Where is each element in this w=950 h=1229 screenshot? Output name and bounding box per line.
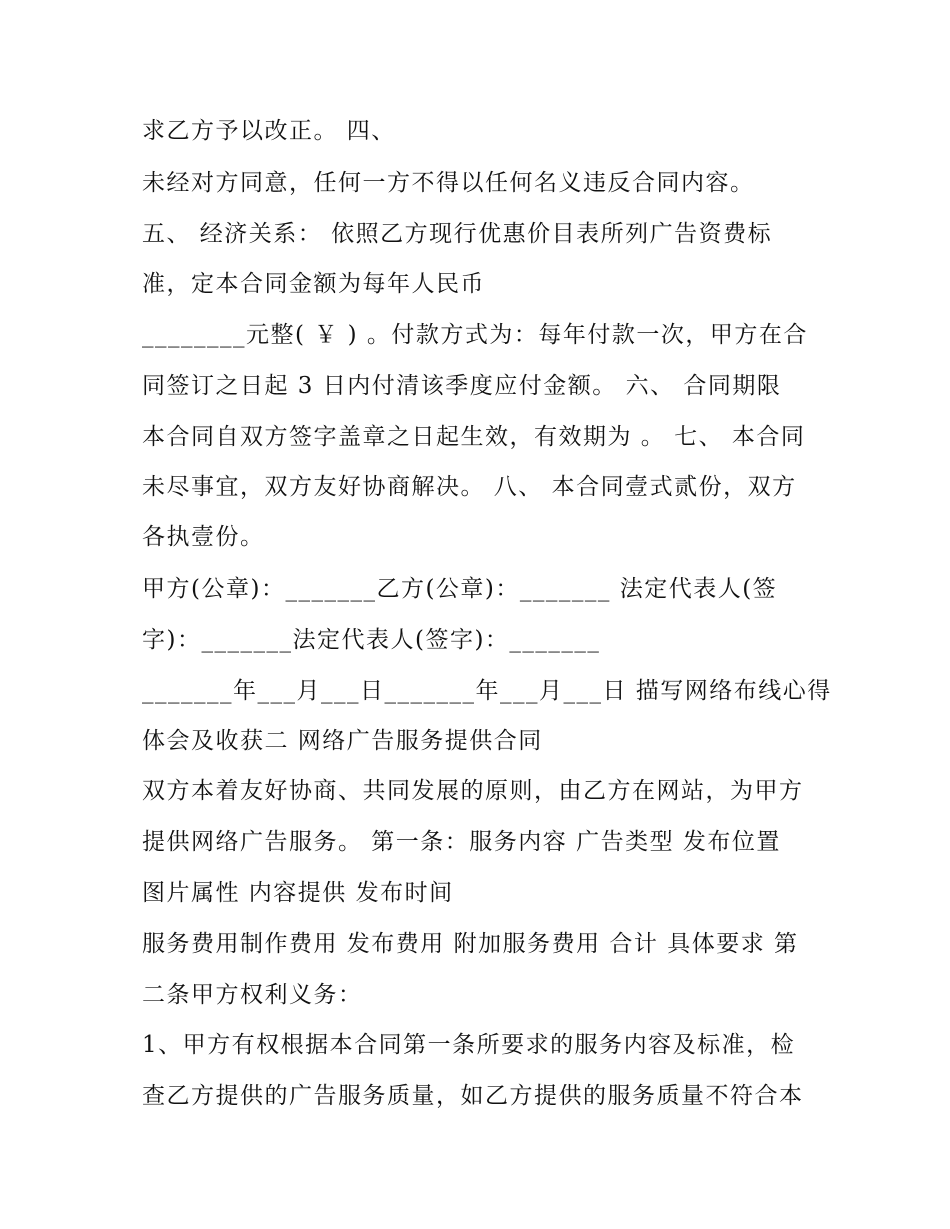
text-line: 同签订之日起 3 日内付清该季度应付金额。 六、 合同期限 <box>142 373 782 399</box>
text-line: 服务费用制作费用 发布费用 附加服务费用 合计 具体要求 第 <box>142 931 799 957</box>
text-line: 五、 经济关系： 依照乙方现行优惠价目表所列广告资费标 <box>142 221 773 247</box>
text-line: 体会及收获二 网络广告服务提供合同 <box>142 728 543 754</box>
text-line: 准，定本合同金额为每年人民币 <box>142 271 485 297</box>
text-line: 双方本着友好协商、共同发展的原则，由乙方在网站，为甲方 <box>142 778 804 804</box>
text-line: 提供网络广告服务。 第一条：服务内容 广告类型 发布位置 <box>142 829 781 855</box>
text-line: 查乙方提供的广告服务质量，如乙方提供的服务质量不符合本 <box>142 1083 804 1109</box>
text-line: 未经对方同意，任何一方不得以任何名义违反合同内容。 <box>142 170 755 196</box>
text-line: 二条甲方权利义务： <box>142 982 363 1008</box>
text-line: 本合同自双方签字盖章之日起生效，有效期为 。 七、 本合同 <box>142 424 806 450</box>
text-line: 字)：_______法定代表人(签字)：_______ <box>142 627 601 653</box>
text-line: 甲方(公章)：_______乙方(公章)：_______ 法定代表人(签 <box>142 576 778 602</box>
text-line: 1、甲方有权根据本合同第一条所要求的服务内容及标准，检 <box>142 1032 796 1058</box>
text-line: 图片属性 内容提供 发布时间 <box>142 880 454 906</box>
text-line: ________元整( ￥ ) 。付款方式为：每年付款一次，甲方在合 <box>142 322 808 348</box>
text-line: _______年___月___日_______年___月___日 描写网络布线心得 <box>142 678 832 704</box>
text-line: 求乙方予以改正。 四、 <box>142 118 396 144</box>
text-line: 各执壹份。 <box>142 524 265 550</box>
text-line: 未尽事宜，双方友好协商解决。 八、 本合同壹式贰份，双方 <box>142 474 797 500</box>
